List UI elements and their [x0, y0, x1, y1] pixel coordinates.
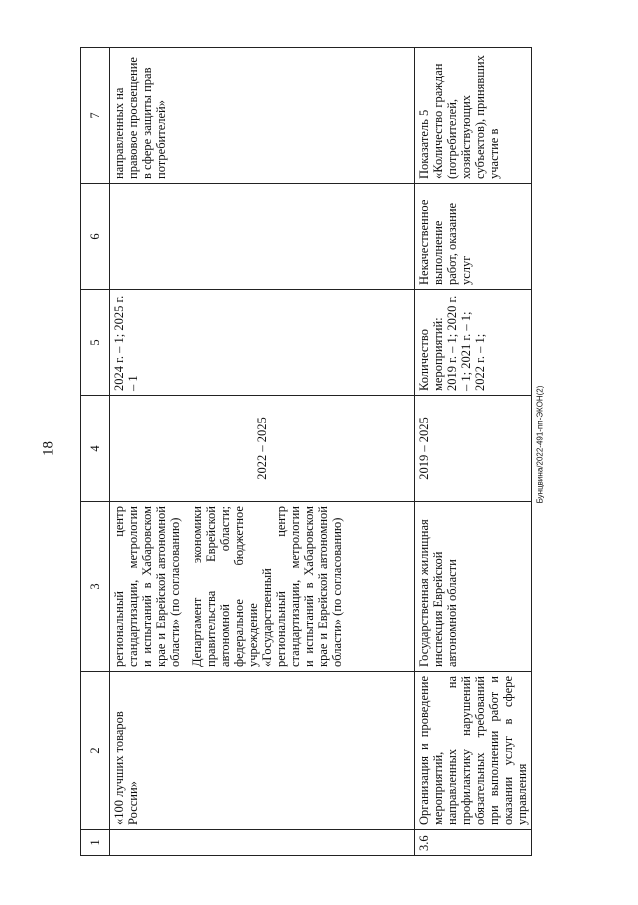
term-cell: 2022 – 2025: [110, 396, 415, 502]
header-col-2: 2: [81, 672, 110, 830]
header-col-1: 1: [81, 830, 110, 856]
document-id: Бунцвина/2022-491-пп-ЭКОН(2): [535, 385, 545, 504]
header-col-3: 3: [81, 502, 110, 672]
header-col-4: 4: [81, 396, 110, 502]
page-number: 18: [40, 441, 57, 456]
table-header-row: [81, 48, 110, 856]
table-row: [110, 48, 415, 856]
activity-cell: «100 лучших товаров России»: [110, 672, 415, 830]
link-cell: направленных на правовое просвещение в сфере защиты прав потребителей»: [110, 48, 415, 184]
header-col-5: 5: [81, 290, 110, 396]
header-col-6: 6: [81, 184, 110, 290]
program-table: [80, 47, 532, 856]
row-number: [110, 830, 415, 856]
executor-text-1: региональный центр стандартизации, метрологии и испытаний в Хабаровском крае и Еврейской автономной области» (по согласованию): [112, 506, 182, 667]
link-cell: Показатель 5 «Количество граждан (потребителей, хозяйствующих субъектов), принявших участие в: [415, 48, 532, 184]
consequence-cell: [110, 184, 415, 290]
indicator-cell: Количество мероприятий: 2019 г. – 1; 2020 г. – 1; 2021 г. – 1; 2022 г. – 1;: [415, 290, 532, 396]
executor-cell: [110, 502, 415, 672]
executor-text-2: Департамент экономики правительства Еврейской автономной области; федеральное бюджетное учреждение «Государственный региональный центр стандартизации, метрологии и испытаний в Хабаровском крае и Еврейской автономной области» (по согласованию): [190, 506, 344, 667]
indicator-cell: 2024 г. – 1; 2025 г. – 1: [110, 290, 415, 396]
header-col-7: 7: [81, 48, 110, 184]
consequence-cell: Некачественное выполнение работ, оказание услуг: [415, 184, 532, 290]
table-row: [415, 48, 532, 856]
activity-cell: Организация и проведение мероприятий, направленных на профилактику нарушений обязательных требований при выполнении работ и оказании услуг в сфере управления: [415, 672, 532, 830]
term-cell: 2019 – 2025: [415, 396, 532, 502]
executor-cell: Государственная жилищная инспекция Еврейской автономной области: [415, 502, 532, 672]
row-number: 3.6: [415, 830, 532, 856]
program-table-container: [80, 48, 529, 856]
